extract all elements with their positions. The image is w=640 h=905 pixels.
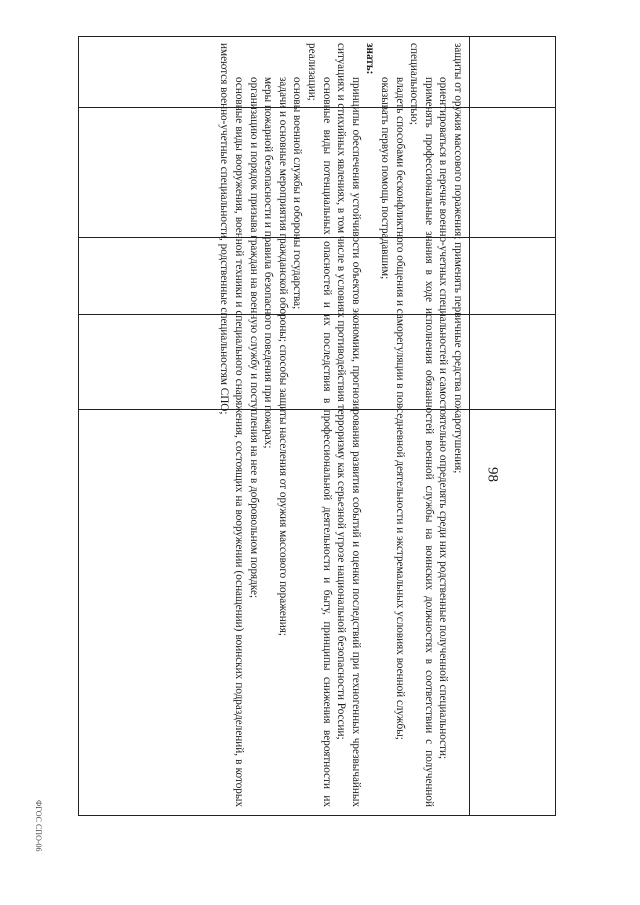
text-line: ориентироваться в перечне военно-учетных специальностей и самостоятельно определять среди них родственные полученной специальности; [437, 77, 450, 760]
text-line: защиты от оружия массового поражения; применять первичные средства пожаротушения; [452, 43, 464, 474]
column-divider [469, 37, 470, 815]
curriculum-table [78, 36, 556, 816]
text-line: владеть способами бесконфликтного общения и саморегуляции в повседневной деятельности и экстремальных условиях военной службы; [393, 77, 406, 740]
footer-code: ФГОС СПО-06 [34, 800, 43, 852]
text-line: принципы обеспечения устойчивости объектов экономики, прогнозирования развития событий и оценки последствий при техногенных чрезвычайных ситуациях и стихийных явлениях, в том числе в условиях противодействия терроризму как серьезной угрозе национальной безопасности России; [335, 43, 362, 807]
text-line: применять профессиональные знания в ходе исполнения обязанностей военной службы на воинских должностях в соответствии с полученной специальностью; [408, 43, 435, 807]
text-line: основы военной службы и обороны государства; [291, 77, 304, 310]
section-heading-know: знать: [364, 43, 377, 75]
page-number: 98 [484, 467, 501, 482]
text-line: оказывать первую помощь пострадавшим; [379, 77, 392, 280]
text-line: задачи и основные мероприятия гражданской обороны; способы защиты населения от оружия массового поражения; [276, 77, 289, 636]
text-line: меры пожарной безопасности и правила безопасного поведения при пожарах; [262, 77, 275, 449]
text-line: организацию и порядок призыва граждан на военную службу и поступления на нее в добровольном порядке; [247, 77, 260, 599]
competence-text-cell [79, 37, 469, 817]
text-line: основные виды вооружения, военной техники и специального снаряжения, состоящих на вооружении (оснащении) воинских подразделений, в которых имеются военно-учетные специальности, родственные специальностям СПО; [218, 43, 246, 807]
text-line: основные виды потенциальных опасностей и их последствия в профессиональной деятельности и быту, принципы снижения вероятности их реализации; [306, 43, 333, 807]
